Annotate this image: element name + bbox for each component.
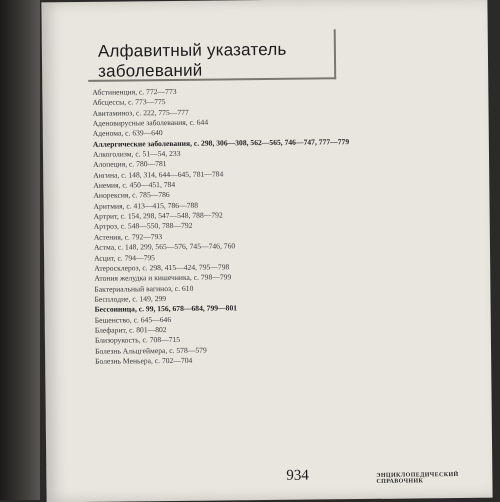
index-entry: Анемия, с. 450—451, 784 (93, 180, 176, 190)
index-title-line-2: заболеваний (98, 60, 203, 81)
index-entry: Аритмия, с. 413—415, 786—788 (93, 200, 199, 211)
index-entry: Ангина, с. 148, 314, 644—645, 781—784 (93, 169, 224, 180)
index-entry: Аденовирусные заболевания, с. 644 (92, 117, 209, 128)
index-entry: Астения, с. 792—793 (93, 231, 163, 242)
index-entry: Артроз, с. 548—550, 788—792 (93, 221, 193, 232)
running-footer-label: ЭНЦИКЛОПЕДИЧЕСКИЙ СПРАВОЧНИК (376, 472, 459, 485)
page-number: 934 (286, 467, 309, 484)
index-entry: Аллергические заболевания, с. 298, 306—308, 562—565, 746—747, 777—779 (92, 136, 350, 149)
index-entry: Бешенство, с. 645—646 (94, 314, 172, 325)
book-page (41, 0, 492, 502)
index-entry: Артрит, с. 154, 298, 547—548, 788—792 (93, 210, 223, 221)
index-entry: Бесплодие, с. 149, 299 (94, 293, 167, 304)
book-gutter-shadow (0, 0, 40, 500)
index-entry: Авитаминоз, с. 222, 775—777 (92, 107, 189, 118)
index-entry: Астма, с. 148, 299, 565—576, 745—746, 760 (93, 241, 236, 252)
index-entry: Абсцессы, с. 773—775 (92, 97, 166, 108)
index-entry: Бактериальный вагиноз, с. 610 (94, 283, 194, 294)
index-entry: Атония желудка и кишечника, с. 798—799 (94, 272, 232, 283)
index-entry: Болезнь Меньера, с. 702—704 (95, 355, 193, 366)
index-entry: Атеросклероз, с. 298, 415—424, 795—798 (94, 262, 230, 273)
index-entry: Абстиненция, с. 772—773 (92, 86, 177, 97)
index-entry: Бессонница, с. 99, 156, 678—684, 799—801 (94, 303, 238, 315)
index-entry: Асцит, с. 794—795 (94, 252, 156, 263)
index-title-line-1: Алфавитный указатель (97, 39, 287, 61)
index-entry: Болезнь Альцгеймера, с. 578—579 (95, 345, 207, 356)
index-entry: Алкоголизм, с. 51—54, 233 (92, 148, 181, 159)
index-entry: Аденома, с. 639—640 (92, 128, 163, 139)
index-entry: Блефарит, с. 801—802 (94, 324, 167, 335)
index-entry: Алопеция, с. 780—781 (93, 159, 167, 170)
disease-index-list (92, 84, 475, 367)
index-entry: Близорукость, с. 708—715 (94, 335, 181, 346)
index-entry: Анорексия, с. 785—786 (93, 190, 170, 201)
